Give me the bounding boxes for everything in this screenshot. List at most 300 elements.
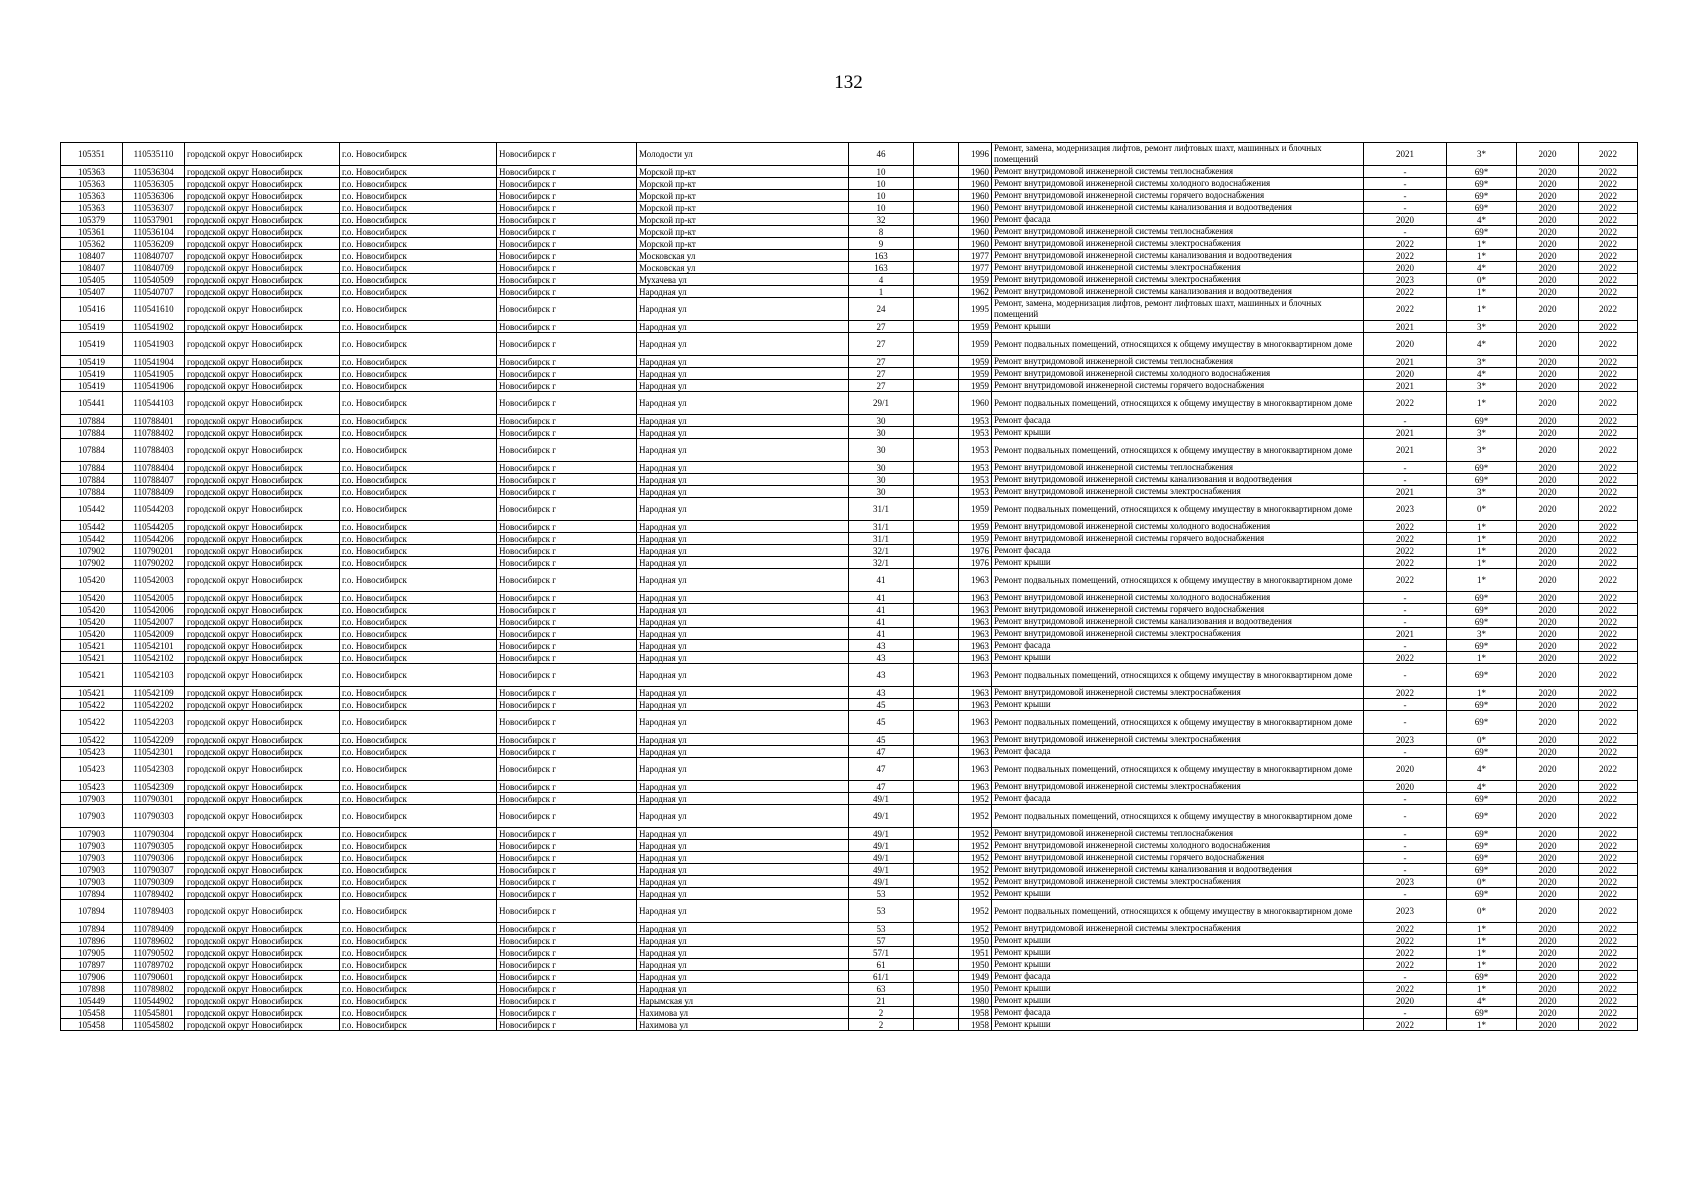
- cell-period-start: 2020: [1517, 298, 1579, 321]
- cell-city: Новосибирск г: [497, 1019, 637, 1031]
- cell-work-type: Ремонт фасада: [992, 415, 1364, 427]
- cell-year-built: 1960: [959, 190, 992, 202]
- cell-year-built: 1959: [959, 521, 992, 533]
- cell-street: Нахимова ул: [637, 1019, 849, 1031]
- cell-period-end: 2022: [1579, 995, 1638, 1007]
- cell-street: Народная ул: [637, 687, 849, 699]
- cell-house-id: 108407: [61, 250, 123, 262]
- cell-municipality: городской округ Новосибирск: [185, 983, 340, 995]
- cell-municipality: городской округ Новосибирск: [185, 214, 340, 226]
- cell-municipality: городской округ Новосибирск: [185, 392, 340, 415]
- cell-street: Народная ул: [637, 356, 849, 368]
- cell-house-number: 49/1: [849, 793, 914, 805]
- cell-street: Народная ул: [637, 557, 849, 569]
- cell-year-built: 1952: [959, 840, 992, 852]
- cell-period-start: 2020: [1517, 864, 1579, 876]
- cell-municipality: городской округ Новосибирск: [185, 178, 340, 190]
- cell-house-id: 105421: [61, 640, 123, 652]
- cell-priority: 69*: [1447, 971, 1517, 983]
- cell-plan-year: -: [1364, 840, 1447, 852]
- cell-plan-year: 2022: [1364, 392, 1447, 415]
- cell-period-start: 2020: [1517, 250, 1579, 262]
- cell-work-id: 110542009: [123, 628, 185, 640]
- cell-work-type: Ремонт крыши: [992, 995, 1364, 1007]
- cell-building: [914, 876, 959, 888]
- cell-period-start: 2020: [1517, 793, 1579, 805]
- cell-house-id: 107884: [61, 474, 123, 486]
- cell-building: [914, 462, 959, 474]
- cell-year-built: 1958: [959, 1007, 992, 1019]
- table-row: [61, 947, 1638, 959]
- cell-building: [914, 569, 959, 592]
- cell-building: [914, 1019, 959, 1031]
- cell-municipality: городской округ Новосибирск: [185, 876, 340, 888]
- cell-year-built: 1952: [959, 852, 992, 864]
- cell-municipality: городской округ Новосибирск: [185, 616, 340, 628]
- cell-work-type: Ремонт внутридомовой инженерной системы электроснабжения: [992, 628, 1364, 640]
- cell-house-id: 105423: [61, 746, 123, 758]
- cell-plan-year: -: [1364, 852, 1447, 864]
- cell-period-end: 2022: [1579, 628, 1638, 640]
- cell-work-id: 110541906: [123, 380, 185, 392]
- cell-work-id: 110790303: [123, 805, 185, 828]
- cell-work-id: 110545801: [123, 1007, 185, 1019]
- cell-house-number: 27: [849, 333, 914, 356]
- cell-period-end: 2022: [1579, 214, 1638, 226]
- cell-priority: 4*: [1447, 333, 1517, 356]
- cell-work-id: 110542203: [123, 711, 185, 734]
- cell-city: Новосибирск г: [497, 864, 637, 876]
- cell-municipal-unit: г.о. Новосибирск: [340, 758, 497, 781]
- cell-period-start: 2020: [1517, 486, 1579, 498]
- cell-priority: 69*: [1447, 178, 1517, 190]
- cell-house-number: 10: [849, 202, 914, 214]
- cell-municipal-unit: г.о. Новосибирск: [340, 888, 497, 900]
- cell-priority: 0*: [1447, 274, 1517, 286]
- table-row: [61, 828, 1638, 840]
- cell-work-type: Ремонт фасада: [992, 971, 1364, 983]
- cell-house-id: 105363: [61, 166, 123, 178]
- cell-house-number: 43: [849, 640, 914, 652]
- cell-period-start: 2020: [1517, 734, 1579, 746]
- cell-plan-year: 2021: [1364, 628, 1447, 640]
- cell-city: Новосибирск г: [497, 734, 637, 746]
- cell-municipal-unit: г.о. Новосибирск: [340, 415, 497, 427]
- cell-building: [914, 286, 959, 298]
- cell-municipal-unit: г.о. Новосибирск: [340, 202, 497, 214]
- cell-period-end: 2022: [1579, 959, 1638, 971]
- cell-year-built: 1953: [959, 462, 992, 474]
- table-row: [61, 1007, 1638, 1019]
- cell-building: [914, 202, 959, 214]
- cell-street: Народная ул: [637, 545, 849, 557]
- cell-house-number: 43: [849, 687, 914, 699]
- repair-register-table: [60, 142, 1638, 1031]
- cell-work-id: 110544203: [123, 498, 185, 521]
- cell-municipal-unit: г.о. Новосибирск: [340, 711, 497, 734]
- cell-building: [914, 545, 959, 557]
- cell-municipal-unit: г.о. Новосибирск: [340, 486, 497, 498]
- cell-house-number: 10: [849, 166, 914, 178]
- cell-house-id: 105423: [61, 781, 123, 793]
- cell-plan-year: -: [1364, 415, 1447, 427]
- cell-municipality: городской округ Новосибирск: [185, 439, 340, 462]
- cell-street: Морской пр-кт: [637, 238, 849, 250]
- cell-period-end: 2022: [1579, 876, 1638, 888]
- cell-work-type: Ремонт фасада: [992, 545, 1364, 557]
- cell-house-id: 105442: [61, 533, 123, 545]
- cell-municipality: городской округ Новосибирск: [185, 864, 340, 876]
- cell-work-id: 110544103: [123, 392, 185, 415]
- cell-municipality: городской округ Новосибирск: [185, 368, 340, 380]
- cell-year-built: 1963: [959, 628, 992, 640]
- cell-building: [914, 321, 959, 333]
- cell-building: [914, 971, 959, 983]
- cell-period-start: 2020: [1517, 178, 1579, 190]
- cell-street: Народная ул: [637, 392, 849, 415]
- cell-building: [914, 746, 959, 758]
- table-row: [61, 734, 1638, 746]
- cell-building: [914, 711, 959, 734]
- table-row: [61, 368, 1638, 380]
- cell-municipal-unit: г.о. Новосибирск: [340, 356, 497, 368]
- cell-street: Народная ул: [637, 734, 849, 746]
- cell-work-id: 110542209: [123, 734, 185, 746]
- cell-municipality: городской округ Новосибирск: [185, 274, 340, 286]
- cell-city: Новосибирск г: [497, 1007, 637, 1019]
- cell-city: Новосибирск г: [497, 286, 637, 298]
- table-row: [61, 166, 1638, 178]
- cell-work-type: Ремонт крыши: [992, 935, 1364, 947]
- cell-period-start: 2020: [1517, 616, 1579, 628]
- table-row: [61, 202, 1638, 214]
- cell-plan-year: -: [1364, 166, 1447, 178]
- cell-municipality: городской округ Новосибирск: [185, 628, 340, 640]
- cell-period-start: 2020: [1517, 746, 1579, 758]
- cell-priority: 1*: [1447, 652, 1517, 664]
- table-body: [61, 143, 1638, 1031]
- cell-municipal-unit: г.о. Новосибирск: [340, 250, 497, 262]
- cell-municipal-unit: г.о. Новосибирск: [340, 439, 497, 462]
- cell-period-start: 2020: [1517, 439, 1579, 462]
- cell-priority: 1*: [1447, 238, 1517, 250]
- cell-city: Новосибирск г: [497, 781, 637, 793]
- cell-city: Новосибирск г: [497, 699, 637, 711]
- cell-house-id: 105361: [61, 226, 123, 238]
- cell-period-end: 2022: [1579, 486, 1638, 498]
- table-row: [61, 995, 1638, 1007]
- cell-municipality: городской округ Новосибирск: [185, 699, 340, 711]
- cell-street: Народная ул: [637, 368, 849, 380]
- cell-street: Народная ул: [637, 439, 849, 462]
- cell-period-end: 2022: [1579, 983, 1638, 995]
- cell-year-built: 1963: [959, 604, 992, 616]
- cell-municipal-unit: г.о. Новосибирск: [340, 190, 497, 202]
- cell-period-start: 2020: [1517, 947, 1579, 959]
- cell-priority: 1*: [1447, 545, 1517, 557]
- cell-house-id: 105421: [61, 664, 123, 687]
- cell-municipality: городской округ Новосибирск: [185, 250, 340, 262]
- cell-house-id: 105419: [61, 321, 123, 333]
- cell-municipal-unit: г.о. Новосибирск: [340, 298, 497, 321]
- cell-street: Народная ул: [637, 640, 849, 652]
- cell-work-id: 110540509: [123, 274, 185, 286]
- cell-city: Новосибирск г: [497, 852, 637, 864]
- cell-work-type: Ремонт внутридомовой инженерной системы теплоснабжения: [992, 166, 1364, 178]
- table-row: [61, 533, 1638, 545]
- cell-municipal-unit: г.о. Новосибирск: [340, 521, 497, 533]
- table-row: [61, 250, 1638, 262]
- cell-house-id: 107903: [61, 805, 123, 828]
- cell-city: Новосибирск г: [497, 604, 637, 616]
- cell-house-id: 107903: [61, 876, 123, 888]
- cell-house-id: 105422: [61, 734, 123, 746]
- cell-work-type: Ремонт подвальных помещений, относящихся к общему имуществу в многоквартирном доме: [992, 900, 1364, 923]
- cell-house-id: 107905: [61, 947, 123, 959]
- cell-period-end: 2022: [1579, 947, 1638, 959]
- cell-work-id: 110789702: [123, 959, 185, 971]
- page-number: 132: [834, 72, 863, 93]
- cell-period-end: 2022: [1579, 711, 1638, 734]
- table-row: [61, 486, 1638, 498]
- cell-house-id: 107898: [61, 983, 123, 995]
- table-row: [61, 1019, 1638, 1031]
- cell-municipality: городской округ Новосибирск: [185, 652, 340, 664]
- cell-work-id: 110542202: [123, 699, 185, 711]
- cell-building: [914, 298, 959, 321]
- cell-building: [914, 533, 959, 545]
- cell-house-number: 41: [849, 592, 914, 604]
- cell-work-id: 110790307: [123, 864, 185, 876]
- cell-building: [914, 1007, 959, 1019]
- table-row: [61, 959, 1638, 971]
- cell-period-start: 2020: [1517, 852, 1579, 864]
- cell-work-type: Ремонт внутридомовой инженерной системы горячего водоснабжения: [992, 380, 1364, 392]
- cell-municipal-unit: г.о. Новосибирск: [340, 1019, 497, 1031]
- cell-house-number: 53: [849, 888, 914, 900]
- cell-plan-year: 2022: [1364, 923, 1447, 935]
- cell-priority: 3*: [1447, 321, 1517, 333]
- cell-year-built: 1959: [959, 533, 992, 545]
- cell-street: Народная ул: [637, 486, 849, 498]
- cell-building: [914, 900, 959, 923]
- cell-year-built: 1952: [959, 793, 992, 805]
- cell-work-type: Ремонт подвальных помещений, относящихся к общему имуществу в многоквартирном доме: [992, 392, 1364, 415]
- cell-city: Новосибирск г: [497, 202, 637, 214]
- cell-year-built: 1960: [959, 166, 992, 178]
- cell-plan-year: 2022: [1364, 521, 1447, 533]
- cell-municipality: городской округ Новосибирск: [185, 298, 340, 321]
- cell-city: Новосибирск г: [497, 521, 637, 533]
- cell-municipality: городской округ Новосибирск: [185, 888, 340, 900]
- cell-plan-year: -: [1364, 711, 1447, 734]
- cell-municipal-unit: г.о. Новосибирск: [340, 604, 497, 616]
- cell-municipal-unit: г.о. Новосибирск: [340, 746, 497, 758]
- cell-plan-year: 2023: [1364, 734, 1447, 746]
- cell-year-built: 1959: [959, 356, 992, 368]
- cell-house-number: 49/1: [849, 805, 914, 828]
- cell-building: [914, 664, 959, 687]
- cell-city: Новосибирск г: [497, 687, 637, 699]
- cell-municipal-unit: г.о. Новосибирск: [340, 557, 497, 569]
- cell-period-start: 2020: [1517, 286, 1579, 298]
- cell-year-built: 1959: [959, 498, 992, 521]
- cell-priority: 69*: [1447, 604, 1517, 616]
- cell-priority: 1*: [1447, 286, 1517, 298]
- cell-house-id: 107894: [61, 900, 123, 923]
- cell-plan-year: 2022: [1364, 652, 1447, 664]
- cell-house-id: 105379: [61, 214, 123, 226]
- cell-municipality: городской округ Новосибирск: [185, 262, 340, 274]
- cell-year-built: 1963: [959, 746, 992, 758]
- cell-city: Новосибирск г: [497, 474, 637, 486]
- cell-street: Народная ул: [637, 864, 849, 876]
- cell-street: Народная ул: [637, 758, 849, 781]
- cell-priority: 4*: [1447, 781, 1517, 793]
- cell-house-number: 4: [849, 274, 914, 286]
- cell-street: Народная ул: [637, 900, 849, 923]
- cell-plan-year: 2021: [1364, 427, 1447, 439]
- cell-city: Новосибирск г: [497, 828, 637, 840]
- cell-street: Народная ул: [637, 746, 849, 758]
- cell-street: Народная ул: [637, 852, 849, 864]
- table-row: [61, 439, 1638, 462]
- cell-period-start: 2020: [1517, 226, 1579, 238]
- table-row: [61, 983, 1638, 995]
- cell-municipality: городской округ Новосибирск: [185, 545, 340, 557]
- cell-work-type: Ремонт подвальных помещений, относящихся к общему имуществу в многоквартирном доме: [992, 805, 1364, 828]
- cell-city: Новосибирск г: [497, 888, 637, 900]
- cell-priority: 69*: [1447, 699, 1517, 711]
- cell-work-id: 110536209: [123, 238, 185, 250]
- cell-year-built: 1951: [959, 947, 992, 959]
- cell-building: [914, 781, 959, 793]
- cell-city: Новосибирск г: [497, 380, 637, 392]
- cell-house-number: 43: [849, 652, 914, 664]
- cell-building: [914, 935, 959, 947]
- cell-house-id: 105420: [61, 604, 123, 616]
- cell-period-end: 2022: [1579, 439, 1638, 462]
- cell-building: [914, 333, 959, 356]
- cell-street: Народная ул: [637, 498, 849, 521]
- table-row: [61, 805, 1638, 828]
- cell-work-id: 110789602: [123, 935, 185, 947]
- cell-period-start: 2020: [1517, 333, 1579, 356]
- cell-house-id: 105362: [61, 238, 123, 250]
- cell-priority: 1*: [1447, 923, 1517, 935]
- cell-period-start: 2020: [1517, 959, 1579, 971]
- cell-period-end: 2022: [1579, 923, 1638, 935]
- cell-period-end: 2022: [1579, 758, 1638, 781]
- cell-period-end: 2022: [1579, 699, 1638, 711]
- cell-period-start: 2020: [1517, 474, 1579, 486]
- cell-plan-year: -: [1364, 664, 1447, 687]
- cell-municipality: городской округ Новосибирск: [185, 226, 340, 238]
- cell-work-type: Ремонт внутридомовой инженерной системы холодного водоснабжения: [992, 368, 1364, 380]
- cell-priority: 4*: [1447, 262, 1517, 274]
- cell-municipal-unit: г.о. Новосибирск: [340, 793, 497, 805]
- cell-municipality: городской округ Новосибирск: [185, 321, 340, 333]
- cell-plan-year: 2020: [1364, 995, 1447, 1007]
- cell-city: Новосибирск г: [497, 166, 637, 178]
- cell-street: Народная ул: [637, 699, 849, 711]
- cell-period-start: 2020: [1517, 1007, 1579, 1019]
- cell-municipal-unit: г.о. Новосибирск: [340, 474, 497, 486]
- cell-year-built: 1995: [959, 298, 992, 321]
- cell-work-id: 110542309: [123, 781, 185, 793]
- cell-municipal-unit: г.о. Новосибирск: [340, 840, 497, 852]
- cell-municipal-unit: г.о. Новосибирск: [340, 947, 497, 959]
- cell-building: [914, 368, 959, 380]
- cell-priority: 3*: [1447, 439, 1517, 462]
- cell-priority: 69*: [1447, 746, 1517, 758]
- cell-work-id: 110545802: [123, 1019, 185, 1031]
- cell-city: Новосибирск г: [497, 533, 637, 545]
- cell-plan-year: -: [1364, 190, 1447, 202]
- cell-plan-year: -: [1364, 178, 1447, 190]
- cell-work-id: 110789403: [123, 900, 185, 923]
- cell-work-id: 110789802: [123, 983, 185, 995]
- cell-municipal-unit: г.о. Новосибирск: [340, 900, 497, 923]
- cell-municipality: городской округ Новосибирск: [185, 971, 340, 983]
- cell-period-end: 2022: [1579, 368, 1638, 380]
- cell-year-built: 1960: [959, 202, 992, 214]
- cell-city: Новосибирск г: [497, 238, 637, 250]
- cell-house-number: 47: [849, 758, 914, 781]
- cell-municipal-unit: г.о. Новосибирск: [340, 864, 497, 876]
- table-row: [61, 392, 1638, 415]
- cell-year-built: 1963: [959, 734, 992, 746]
- cell-house-id: 105421: [61, 652, 123, 664]
- cell-municipality: городской округ Новосибирск: [185, 900, 340, 923]
- cell-municipality: городской округ Новосибирск: [185, 1007, 340, 1019]
- cell-period-start: 2020: [1517, 238, 1579, 250]
- cell-period-start: 2020: [1517, 521, 1579, 533]
- cell-building: [914, 262, 959, 274]
- cell-city: Новосибирск г: [497, 392, 637, 415]
- cell-plan-year: -: [1364, 474, 1447, 486]
- cell-house-id: 105420: [61, 616, 123, 628]
- cell-city: Новосибирск г: [497, 640, 637, 652]
- cell-year-built: 1963: [959, 699, 992, 711]
- cell-municipality: городской округ Новосибирск: [185, 995, 340, 1007]
- cell-priority: 69*: [1447, 166, 1517, 178]
- cell-priority: 1*: [1447, 983, 1517, 995]
- cell-municipal-unit: г.о. Новосибирск: [340, 427, 497, 439]
- cell-municipal-unit: г.о. Новосибирск: [340, 178, 497, 190]
- cell-city: Новосибирск г: [497, 805, 637, 828]
- cell-plan-year: 2023: [1364, 900, 1447, 923]
- cell-period-start: 2020: [1517, 368, 1579, 380]
- cell-street: Народная ул: [637, 321, 849, 333]
- cell-period-end: 2022: [1579, 427, 1638, 439]
- cell-priority: 3*: [1447, 427, 1517, 439]
- cell-city: Новосибирск г: [497, 793, 637, 805]
- cell-municipality: городской округ Новосибирск: [185, 166, 340, 178]
- cell-priority: 0*: [1447, 498, 1517, 521]
- cell-period-start: 2020: [1517, 604, 1579, 616]
- cell-house-id: 105421: [61, 687, 123, 699]
- cell-street: Морской пр-кт: [637, 214, 849, 226]
- cell-house-id: 105363: [61, 202, 123, 214]
- cell-house-id: 107884: [61, 462, 123, 474]
- cell-priority: 69*: [1447, 805, 1517, 828]
- cell-priority: 1*: [1447, 1019, 1517, 1031]
- cell-house-number: 163: [849, 250, 914, 262]
- cell-plan-year: -: [1364, 592, 1447, 604]
- cell-plan-year: 2021: [1364, 486, 1447, 498]
- cell-city: Новосибирск г: [497, 250, 637, 262]
